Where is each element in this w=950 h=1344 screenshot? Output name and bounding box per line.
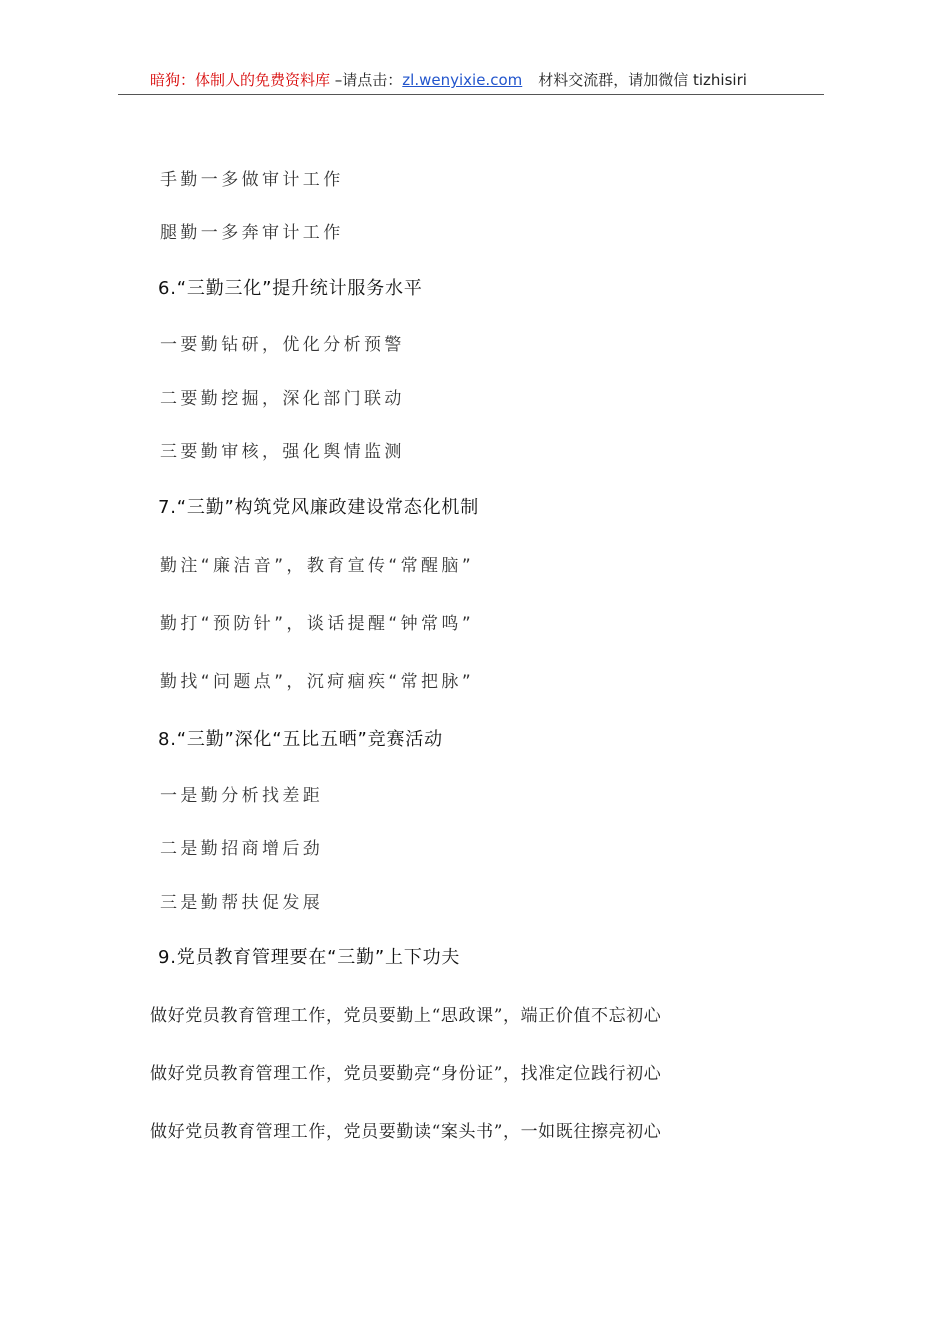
item-line: 勤找“问题点”，沉疴痼疾“常把脉” <box>160 672 475 692</box>
item-line: 一是勤分析找差距 <box>160 786 324 806</box>
item-line: 一要勤钻研，优化分析预警 <box>160 335 405 355</box>
paragraph-line: 做好党员教育管理工作，党员要勤读“案头书”，一如既往擦亮初心 <box>150 1122 662 1142</box>
item-line: 二要勤挖掘，深化部门联动 <box>160 389 405 409</box>
header-contact: 材料交流群，请加微信 tizhisiri <box>538 71 747 89</box>
section-heading: 7.“三勤”构筑党风廉政建设常态化机制 <box>158 497 480 518</box>
page-header <box>118 66 824 95</box>
item-line: 手勤一多做审计工作 <box>160 170 344 190</box>
item-line: 三要勤审核，强化舆情监测 <box>160 442 405 462</box>
item-line: 二是勤招商增后劲 <box>160 839 324 859</box>
section-heading: 8.“三勤”深化“五比五晒”竞赛活动 <box>158 729 443 750</box>
item-line: 腿勤一多奔审计工作 <box>160 223 344 243</box>
header-line <box>150 70 747 90</box>
section-heading: 9.党员教育管理要在“三勤”上下功夫 <box>158 947 461 968</box>
paragraph-line: 做好党员教育管理工作，党员要勤亮“身份证”，找准定位践行初心 <box>150 1064 662 1084</box>
header-separator: –请点击： <box>330 71 403 89</box>
item-line: 勤注“廉洁音”，教育宣传“常醒脑” <box>160 556 475 576</box>
item-line: 勤打“预防针”，谈话提醒“钟常鸣” <box>160 614 475 634</box>
paragraph-line: 做好党员教育管理工作，党员要勤上“思政课”，端正价值不忘初心 <box>150 1006 662 1026</box>
section-heading: 6.“三勤三化”提升统计服务水平 <box>158 278 423 299</box>
header-brand: 暗狗：体制人的免费资料库 <box>150 71 331 89</box>
item-line: 三是勤帮扶促发展 <box>160 893 324 913</box>
header-link[interactable]: zl.wenyixie.com <box>402 71 523 89</box>
